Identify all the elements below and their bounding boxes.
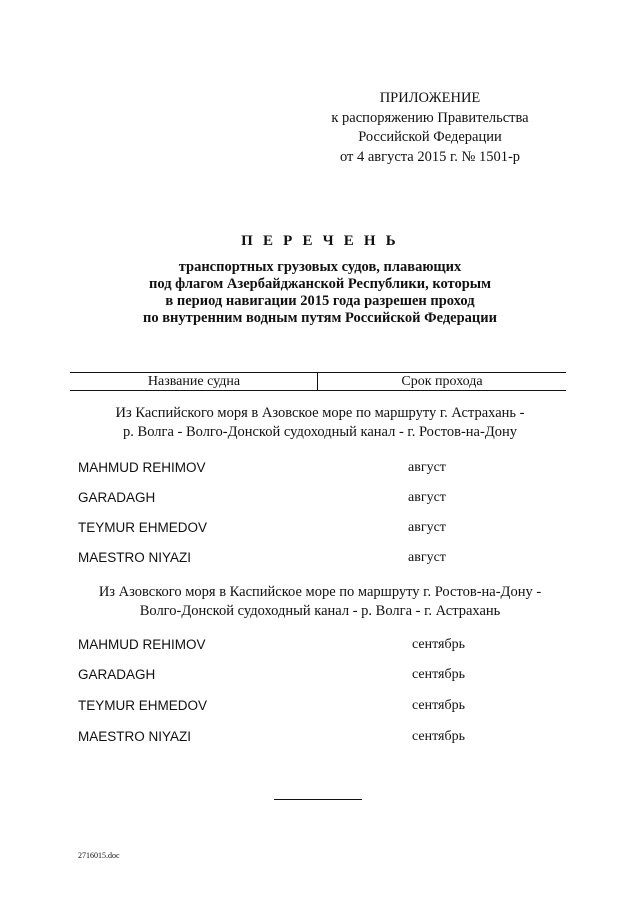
route-line-1: Из Азовского моря в Каспийское море по маршруту г. Ростов-на-Дону - — [98, 584, 542, 600]
passage-term: август — [408, 460, 446, 475]
route-line-2: р. Волга - Волго-Донской судоходный канал - г. Ростов-на-Дону — [123, 424, 517, 440]
route-line-1: Из Каспийского моря в Азовское море по маршруту г. Астрахань - — [115, 405, 525, 421]
route-line-2: Волго-Донской судоходный канал - р. Волга - г. Астрахань — [139, 603, 501, 619]
table-row — [78, 665, 548, 685]
vessel-name: GARADAGH — [78, 490, 156, 505]
subtitle-line-4: по внутренним водным путям Российской Федерации — [143, 310, 497, 326]
vessel-name: TEYMUR EHMEDOV — [78, 520, 208, 535]
file-reference: 2716015.doc — [78, 851, 120, 860]
subtitle-line-3: в период навигации 2015 года разрешен проход — [165, 293, 475, 309]
table-row — [78, 696, 548, 716]
table-row — [78, 635, 548, 655]
vessel-name: MAHMUD REHIMOV — [78, 460, 206, 475]
passage-term: август — [408, 550, 446, 565]
table-header — [70, 372, 566, 391]
vessel-name: TEYMUR EHMEDOV — [78, 698, 208, 713]
vessel-name: MAESTRO NIYAZI — [78, 729, 192, 744]
vessel-name: GARADAGH — [78, 667, 156, 682]
subtitle-line-1: транспортных грузовых судов, плавающих — [178, 259, 462, 275]
route-description — [0, 583, 640, 621]
vessel-name: MAHMUD REHIMOV — [78, 637, 206, 652]
table-row — [78, 518, 548, 538]
appendix-line-3: от 4 августа 2015 г. № 1501-р — [339, 148, 521, 165]
document-heading: П Е Р Е Ч Е Н Ь — [241, 233, 399, 249]
subtitle-line-2: под флагом Азербайджанской Республики, которым — [149, 276, 491, 292]
route-description — [0, 404, 640, 442]
column-header-term: Срок прохода — [401, 374, 483, 389]
passage-term: сентябрь — [412, 667, 465, 682]
table-row — [78, 727, 548, 747]
passage-term: август — [408, 490, 446, 505]
passage-term: август — [408, 520, 446, 535]
appendix-block — [300, 89, 560, 167]
passage-term: сентябрь — [412, 698, 465, 713]
appendix-line-2: Российской Федерации — [358, 129, 502, 145]
column-header-vessel: Название судна — [147, 374, 241, 389]
passage-term: сентябрь — [412, 637, 465, 652]
table-row — [78, 458, 548, 478]
appendix-line-1: к распоряжению Правительства — [331, 109, 529, 126]
passage-term: сентябрь — [412, 729, 465, 744]
end-divider — [274, 799, 362, 800]
table-row — [78, 548, 548, 568]
document-subtitle — [0, 259, 640, 327]
vessel-name: MAESTRO NIYAZI — [78, 550, 192, 565]
appendix-title: ПРИЛОЖЕНИЕ — [379, 90, 481, 106]
table-row — [78, 488, 548, 508]
